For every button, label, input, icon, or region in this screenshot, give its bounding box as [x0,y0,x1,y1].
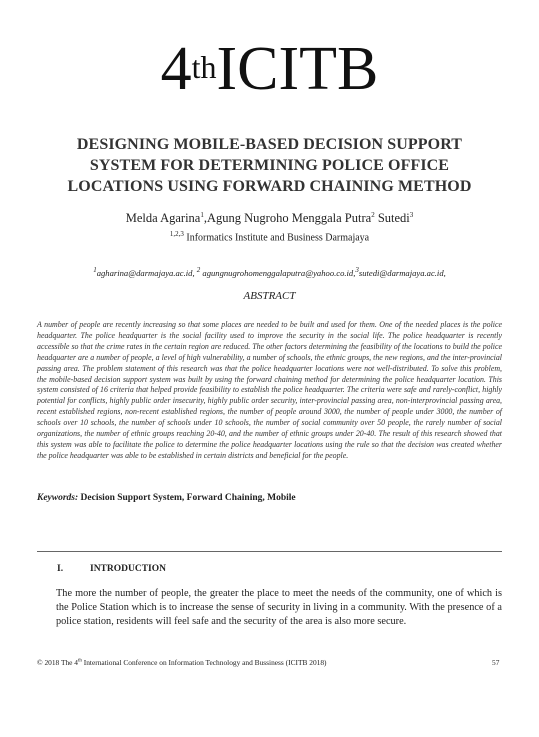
conference-acronym: ICITB [216,35,379,103]
paper-title-line: SYSTEM FOR DETERMINING POLICE OFFICE [89,157,450,174]
keywords-label: Keywords: [37,493,79,503]
keywords-value: Decision Support System, Forward Chaining, Mobile [78,493,296,503]
email-sup: 3 [355,266,359,274]
page-footer [37,658,327,667]
paper-title [40,134,499,197]
author-name: Melda Agarina [125,211,201,226]
paper-title-line: DESIGNING MOBILE-BASED DECISION SUPPORT [76,136,463,153]
abstract-body: A number of people are recently increasing so that some places are needed to be built and used for them. One of the needed places is the police headquarter. The police headquarter is the social facility used to improve the security in the social life. The police headquarter is recently accessible so that the crime rates in the certain region are reduced. The other factors determining the feasibility of the locations to build the police headquarter are a number of people, a level of high vulnerability, a number of schools, the ethnic groups, the new regions, and the inter-provincial passing area. The problem statement of this research was that the police headquarter locations were not well-distributed. To solve this problem, the mobile-based decision support system was built by using the forward chaining method for determining the police headquarter location. This system consisted of 16 criteria that helped provide feasibility to establish the police headquarter. The criteria were safe and rarely-conflict, highly potential for conflicts, highly public order insecurity, highly public order security, inter-provincial passing area, non-interprovincial passing area, recent established regions, non-recent established regions, the number of people around 3000, the number of people under 3000, the number of schools over 10 schools, the number of schools under 10 schools, the number of social community over 50 people, the rarely number of social organizations, the number of ethnic groups reaching 20-40, and the number of ethnic groups under 20-40. The result of this research showed that this system was able to facilitate the police to determine the police headquarter locations using the rule so that the decision was created whether the police headquarter was able to be established in certain districts and beneficial for the people. [37,320,502,460]
author-sup: 2 [371,211,375,219]
affiliation-sup: 1,2,3 [169,230,184,238]
affiliation [0,230,539,243]
section-body: The more the number of people, the greater the place to meet the needs of the community, one of which is the Police Station which is to increase the sense of security in living in a community. With the presence of a police station, residents will feel safe and the security of the area is also more secure. [56,588,502,627]
email-link[interactable]: agungnugrohomenggalaputra@yahoo.co.id, [200,267,356,278]
author-name: Sutedi [377,211,410,226]
email-sup: 2 [196,266,201,274]
footer-sup: th [78,658,82,664]
conference-number-suffix: th [191,49,217,85]
paper-title-line: LOCATIONS USING FORWARD CHAINING METHOD [67,178,472,195]
section-title: INTRODUCTION [90,564,167,574]
footer-prefix: © 2018 The 4 [37,658,78,667]
affiliation-text: Informatics Institute and Business Darmajaya [183,232,370,244]
section-divider [37,551,502,552]
footer-suffix: International Conference on Information Technology and Bussiness (ICITB 2018) [81,658,327,667]
section-number: I. [57,564,64,574]
author-sup: 3 [409,211,414,219]
page-number: 57 [492,658,500,667]
author-sup: 1 [200,211,204,219]
author-list [0,211,539,226]
abstract-heading: ABSTRACT [243,290,296,302]
email-sup: 1 [93,266,97,274]
conference-logo-text [0,35,539,103]
author-emails [0,266,539,278]
email-link[interactable]: agharina@darmajaya.ac.id, [96,267,197,278]
author-separator: , [203,211,207,226]
email-link[interactable]: sutedi@darmajaya.ac.id, [358,267,446,278]
conference-number: 4 [160,35,192,103]
author-name: Agung Nugroho Menggala Putra [206,211,372,226]
keywords [37,493,502,503]
